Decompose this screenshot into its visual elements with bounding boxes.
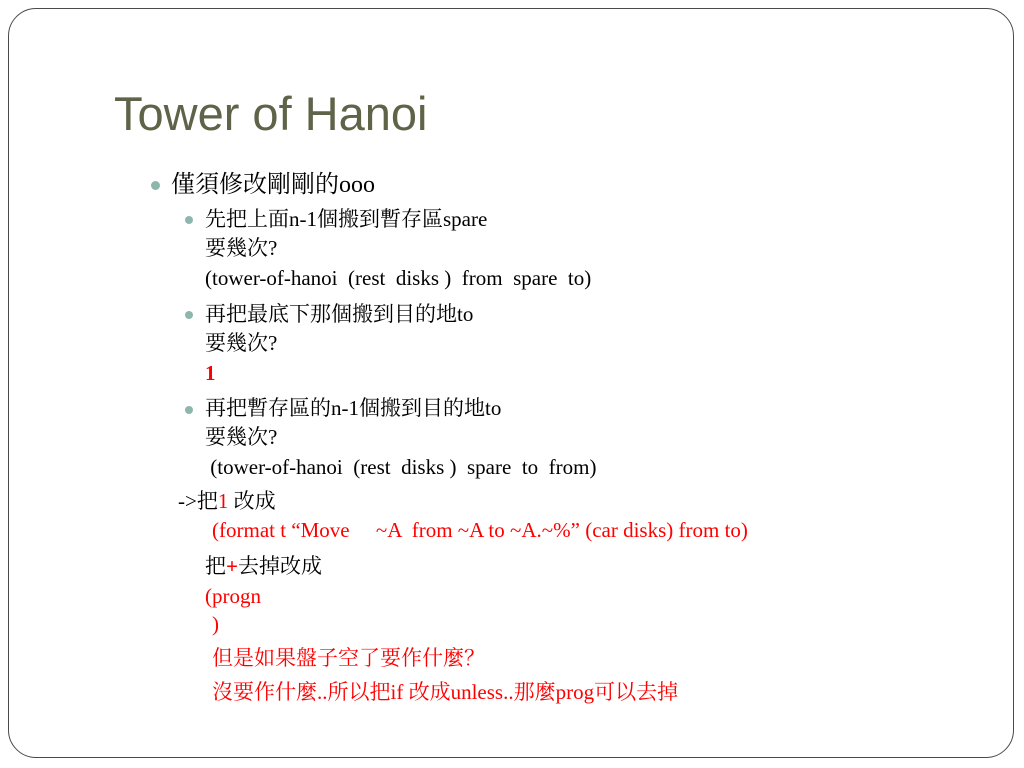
sub-bullet-2-line1: 再把最底下那個搬到目的地to [205, 302, 474, 326]
sub-bullet-1-line3: (tower-of-hanoi (rest disks ) from spare to) [205, 266, 592, 290]
sub-bullet-2-line2: 要幾次? [205, 331, 278, 355]
sub-bullet-2-answer: 1 [205, 361, 216, 385]
question-line: 但是如果盤子空了要作什麼？ [212, 646, 485, 670]
bullet-icon [185, 406, 193, 414]
note-prefix: ->把 [178, 489, 218, 513]
format-code-line: (format t “Move ~A from ~A to ~A.~%” (car disks) from to) [212, 518, 748, 542]
bullet-level1-text: 僅須修改剛剛的ooo [171, 172, 375, 198]
sub-bullet-1-line2: 要幾次? [205, 236, 278, 260]
sub-bullet-3-line3: (tower-of-hanoi (rest disks ) spare to from) [205, 455, 597, 479]
sub-bullet-3-line1: 再把暫存區的n-1個搬到目的地to [205, 396, 502, 420]
answer-line: 沒要作什麼..所以把if 改成unless..那麼prog可以去掉 [212, 680, 679, 704]
plus-prefix: 把 [205, 554, 226, 578]
note-number: 1 [217, 489, 229, 513]
note-suffix: 改成 [228, 489, 276, 513]
progn-close: ) [212, 612, 219, 636]
bullet-icon [185, 311, 193, 319]
sub-bullet-1-line1: 先把上面n-1個搬到暫存區spare [205, 207, 488, 231]
note-line-change [178, 491, 276, 512]
slide-title: Tower of Hanoi [114, 87, 428, 140]
plus-suffix: 去掉改成 [237, 554, 322, 578]
plus-symbol: + [226, 554, 238, 578]
note-line-plus [205, 556, 322, 577]
bullet-icon [185, 216, 193, 224]
bullet-icon [151, 181, 160, 190]
sub-bullet-3-line2: 要幾次? [205, 425, 278, 449]
progn-open: (progn [205, 584, 261, 608]
